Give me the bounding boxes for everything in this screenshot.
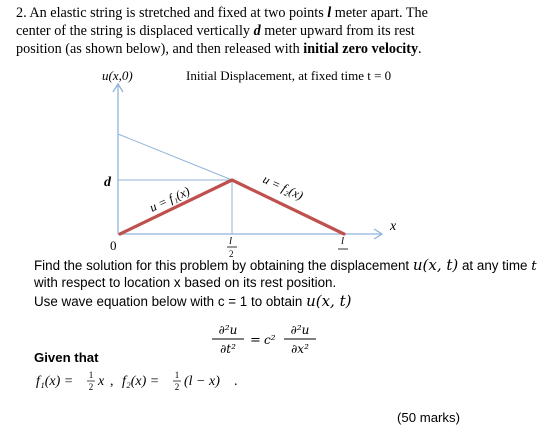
y-axis-label: u(x,0)	[102, 68, 133, 83]
displacement-function: u(x, t)	[306, 292, 352, 310]
equals-sign: =	[250, 333, 261, 348]
f2-label: u = f₂(x)	[260, 172, 306, 203]
initial-displacement-figure	[0, 62, 474, 258]
function-separator: ,	[110, 374, 114, 389]
origin-label: 0	[110, 238, 117, 253]
f2-denominator: 2	[174, 382, 180, 392]
d-label: d	[104, 175, 111, 190]
figure-title: Initial Displacement, at fixed time t = 0	[186, 68, 392, 83]
lhs-numerator: ∂²u	[218, 323, 238, 337]
instruction-text: Find the solution for this problem by obtaining the displacement	[34, 258, 413, 273]
f1-rhs: x	[98, 374, 105, 389]
x-axis-label: x	[390, 219, 397, 234]
problem-statement	[16, 4, 462, 58]
given-functions	[34, 368, 274, 394]
f1-label: u = f₁(x)	[147, 184, 192, 215]
wave-equation	[208, 320, 358, 360]
half-length-tick-num: l	[229, 235, 233, 247]
given-label: Given that	[34, 350, 99, 365]
f2-lhs: f₂(x) =	[122, 374, 160, 389]
instruction-line-2: with respect to location x based on its rest position.	[34, 275, 337, 290]
problem-text-1: An elastic string is stretched and fixed at two points	[26, 5, 328, 21]
f2-rhs: (l − x)	[184, 374, 220, 389]
time-variable: t	[531, 259, 537, 274]
instruction-line-1	[34, 256, 537, 276]
problem-text-4: .	[418, 41, 422, 57]
f1-numerator: 1	[88, 370, 94, 380]
given-end-period: .	[234, 374, 238, 389]
f2-numerator: 1	[174, 370, 180, 380]
rhs-denominator: ∂x²	[291, 342, 309, 356]
problem-text-2: meter apart. The center of the string is displaced vertically	[16, 5, 428, 39]
f1-denominator: 2	[88, 382, 94, 392]
f1-lhs: f₁(x) =	[36, 374, 74, 389]
rhs-numerator: ∂²u	[290, 323, 310, 337]
displacement-symbol: d	[253, 23, 261, 39]
lhs-denominator: ∂t²	[220, 342, 236, 356]
problem-text-3: meter upward from its rest position (as shown below), and then released with	[16, 23, 415, 57]
instruction-line-3	[34, 292, 351, 311]
initial-velocity-phrase: initial zero velocity	[303, 41, 419, 57]
problem-number: 2.	[16, 5, 27, 21]
instruction-text: at any time	[458, 258, 532, 273]
length-tick-label: l	[341, 235, 345, 247]
half-length-tick-den: 2	[229, 249, 234, 259]
instruction-text: Use wave equation below with c = 1 to obtain	[34, 294, 307, 309]
diagonal-guide	[118, 134, 232, 180]
length-symbol: l	[327, 5, 332, 21]
marks-allocation: (50 marks)	[396, 410, 460, 425]
wave-speed-coefficient: c²	[264, 333, 276, 347]
displacement-function: u(x, t)	[412, 256, 459, 274]
